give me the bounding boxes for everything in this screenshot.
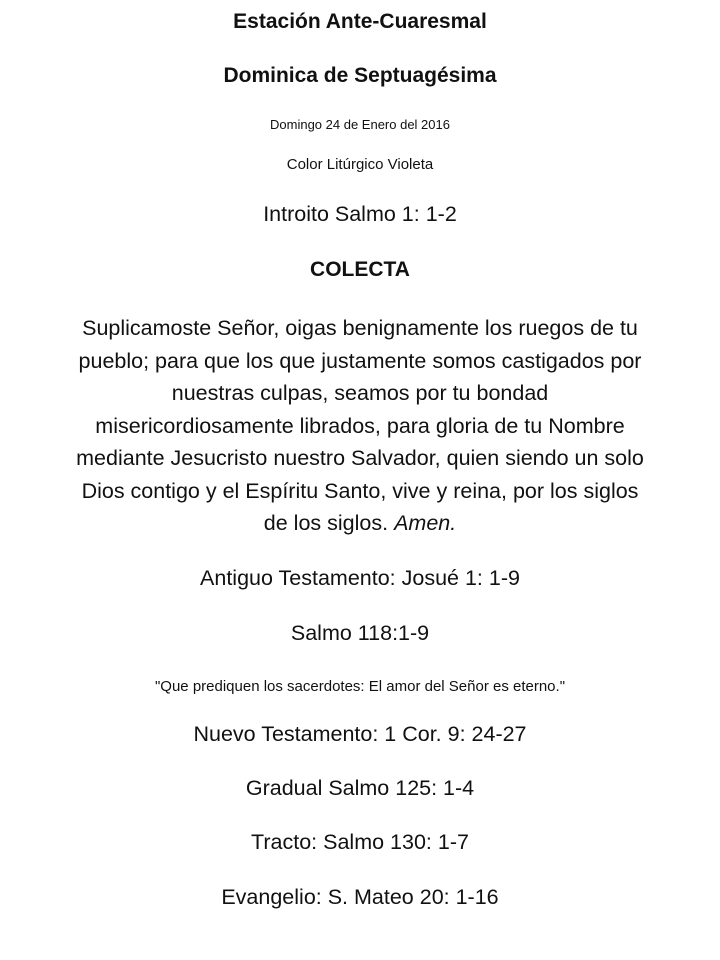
station-title: Estación Ante-Cuaresmal <box>233 10 487 33</box>
date-line: Domingo 24 de Enero del 2016 <box>270 117 450 132</box>
old-testament-reading: Antiguo Testamento: Josué 1: 1-9 <box>200 566 520 590</box>
gradual-reading: Gradual Salmo 125: 1-4 <box>245 776 475 800</box>
collect-heading: COLECTA <box>310 258 410 281</box>
collect-last-line <box>10 507 710 540</box>
collect-line: pueblo; para que los que justamente somos castigados por <box>78 348 642 373</box>
sunday-title: Dominica de Septuagésima <box>223 64 497 87</box>
collect-line: mediante Jesucristo nuestro Salvador, quien siendo un solo <box>76 446 644 470</box>
collect-line: Suplicamoste Señor, oigas benignamente los ruegos de tu <box>82 316 638 340</box>
collect-prayer <box>10 312 710 540</box>
collect-line: Dios contigo y el Espíritu Santo, vive y reina, por los siglos <box>81 478 639 503</box>
collect-line: nuestras culpas, seamos por tu bondad <box>171 381 549 405</box>
new-testament-reading: Nuevo Testamento: 1 Cor. 9: 24-27 <box>193 722 527 746</box>
amen-text: Amen. <box>394 511 457 535</box>
psalm-response: "Que prediquen los sacerdotes: El amor del Señor es eterno." <box>154 678 566 695</box>
tract-reading: Tracto: Salmo 130: 1-7 <box>251 830 469 854</box>
introit-line: Introito Salmo 1: 1-2 <box>263 202 457 226</box>
collect-line: misericordiosamente librados, para gloria de tu Nombre <box>95 413 625 438</box>
psalm-reading: Salmo 118:1-9 <box>290 621 430 645</box>
gospel-reading: Evangelio: S. Mateo 20: 1-16 <box>221 885 499 909</box>
liturgical-color-line: Color Litúrgico Violeta <box>286 156 434 173</box>
collect-line: de los siglos. <box>263 511 395 535</box>
